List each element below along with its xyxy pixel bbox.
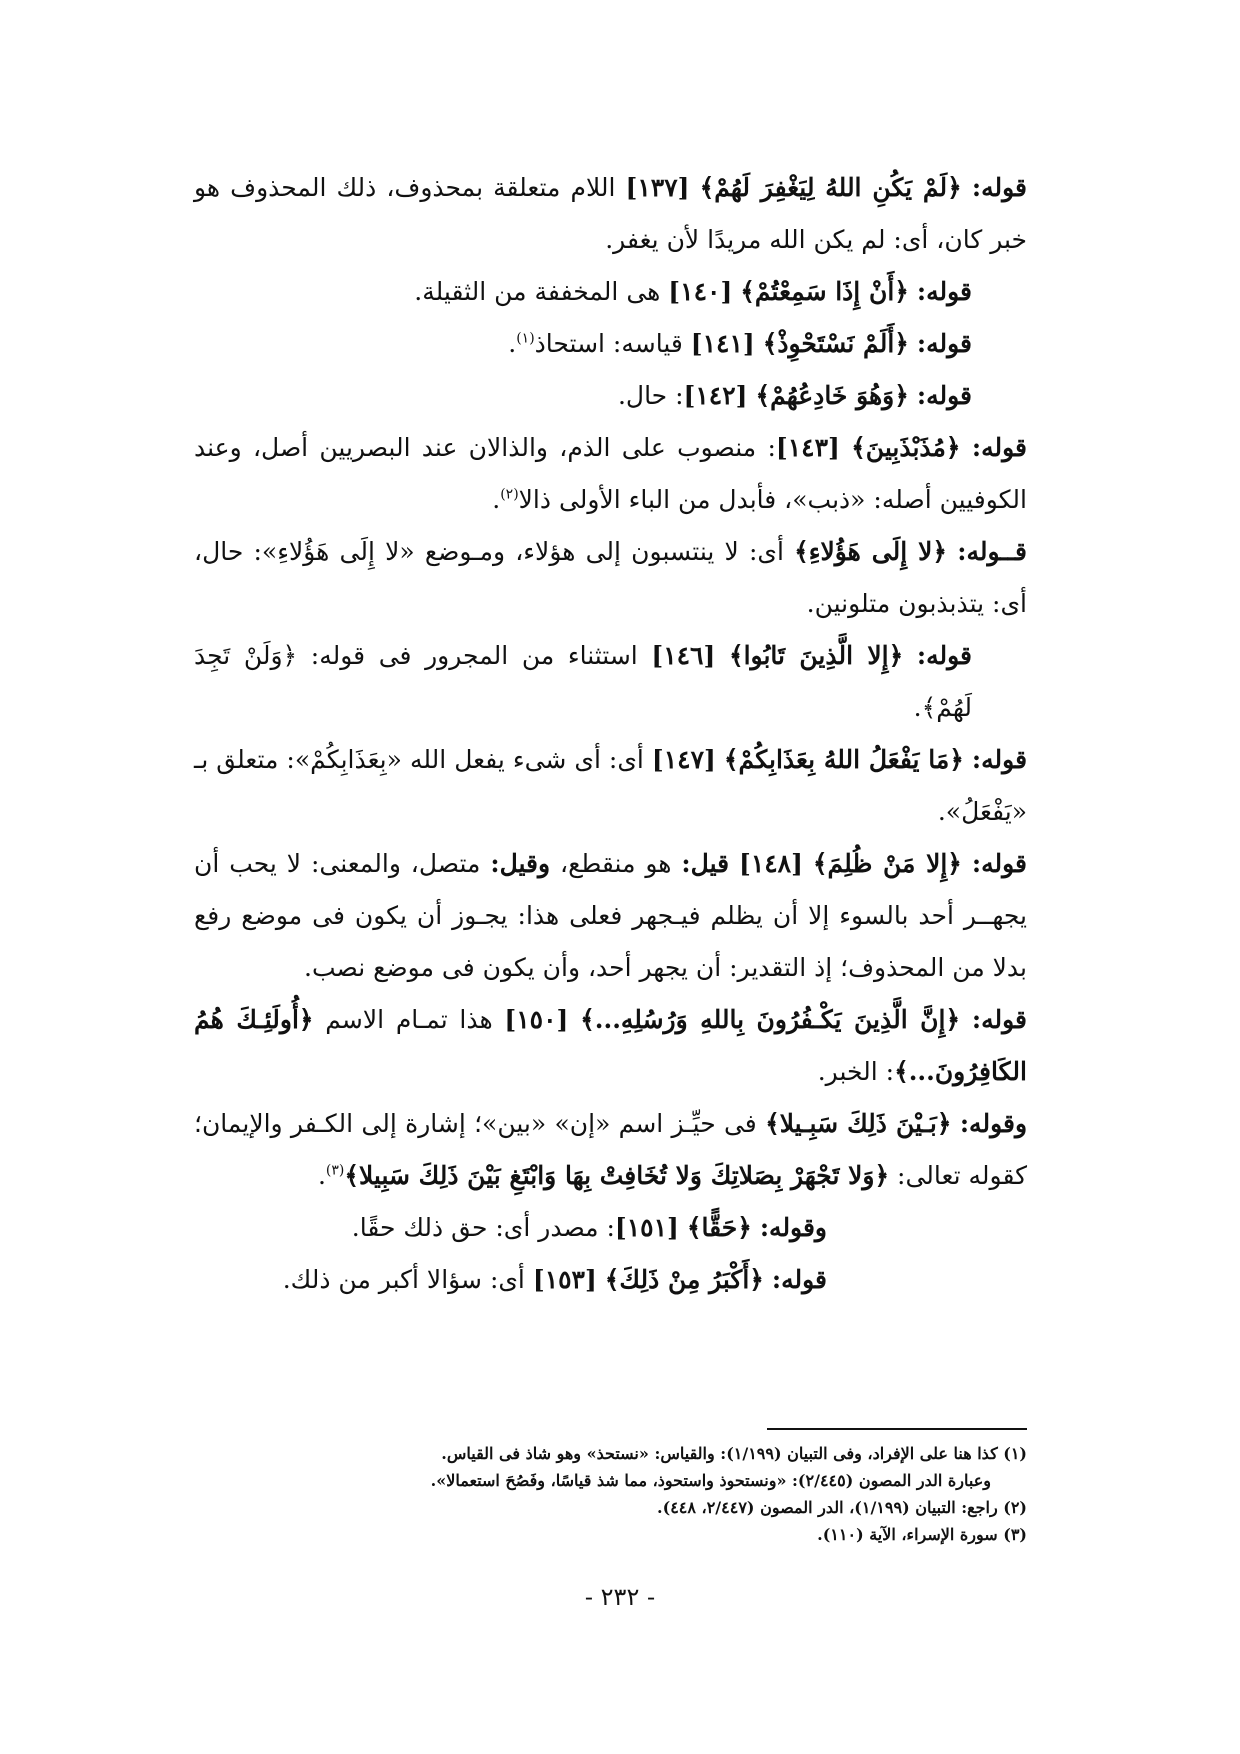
- quran-quote: ﴿إِنَّ الَّذِينَ يَكْـفُرُونَ بِاللهِ وَرُسُلِهِ...﴾: [580, 1005, 961, 1034]
- sentence-end: .: [508, 329, 517, 358]
- keyword-label: قوله:: [916, 381, 972, 410]
- main-text-block: [194, 162, 1027, 1306]
- quran-quote: ﴿حَقًّا﴾: [686, 1213, 752, 1242]
- keyword-label: قوله:: [916, 329, 972, 358]
- verse-number: [١٥١]: [614, 1213, 679, 1242]
- footnote-divider: [767, 1428, 1027, 1430]
- paragraph-bayna-dhalika: [194, 1098, 1027, 1202]
- commentary-text: هذا تمـام الاسم: [325, 1005, 493, 1034]
- paragraph-150: [194, 994, 1027, 1098]
- footnote-reference: (٣): [325, 1162, 345, 1179]
- commentary-text: : الخبر.: [817, 1057, 895, 1086]
- keyword-label: قوله:: [971, 745, 1028, 774]
- commentary-text: : حال.: [617, 381, 684, 410]
- commentary-text: : منصوب على الذم، والذالان عند البصريين أصل، وعند الكوفيين أصله: «ذبب»، فأبدل من الباء الأولى ذالا: [194, 433, 1027, 514]
- quran-quote: ﴿إِلا مَنْ ظُلِمَ﴾: [812, 849, 962, 878]
- paragraph-151: [194, 1202, 1027, 1254]
- commentary-text: استثناء من المجرور فى قوله: ﴿وَلَنْ تَجِدَ لَهُمْ﴾.: [194, 641, 972, 722]
- quran-quote: ﴿إِلا الَّذِينَ تَابُوا﴾: [728, 641, 904, 670]
- quran-quote: ﴿مُذَبْذَبِينَ﴾: [851, 433, 961, 462]
- commentary-text: اللام متعلقة بمحذوف، ذلك المحذوف هو خبر كان، أى: لم يكن الله مريدًا لأن يغفر.: [194, 173, 1027, 254]
- quran-quote: ﴿بَـيْنَ ذَلِكَ سَبِـيلا﴾: [765, 1109, 952, 1138]
- paragraph-141: [194, 318, 1027, 370]
- commentary-text: أى: سؤالا أكبر من ذلك.: [282, 1265, 525, 1294]
- keyword-label: وقوله:: [959, 1109, 1028, 1138]
- page-number: - ٢٣٢ -: [584, 1583, 656, 1611]
- verse-number: [١٤٠]: [668, 277, 733, 306]
- quran-quote: ﴿وَلا تَجْهَرْ بِصَلاتِكَ وَلا تُخَافِتْ بِهَا وَابْتَغِ بَيْنَ ذَلِكَ سَبِيلا﴾: [344, 1161, 890, 1190]
- quran-quote: ﴿أُولَئِـكَ هُمُ الكَافِرُونَ...﴾: [194, 1005, 1027, 1086]
- verse-number: [١٥٠]: [504, 1005, 569, 1034]
- verse-number: [١٤٨]: [738, 849, 803, 878]
- paragraph-140: [194, 266, 1027, 318]
- footnote-1-continuation: وعبارة الدر المصون (٢/٤٤٥): «ونستحوذ واستحوذ، مما شذ قياسًا، وفَصُحَ استعمالا».: [430, 1471, 991, 1490]
- keyword-label: وقوله:: [759, 1213, 827, 1242]
- keyword-label: قوله:: [971, 433, 1028, 462]
- sentence-end: .: [317, 1161, 326, 1190]
- quran-quote: ﴿مَا يَفْعَلُ اللهُ بِعَذَابِكُمْ﴾: [723, 745, 964, 774]
- keyword-label: قوله:: [971, 173, 1028, 202]
- paragraph-147: [194, 734, 1027, 838]
- verse-number: [١٤٣]: [775, 433, 840, 462]
- paragraph-146: [194, 630, 1027, 734]
- keyword-label: قوله:: [971, 849, 1028, 878]
- footnote-reference: (٢): [500, 486, 519, 503]
- commentary-text: : مصدر أى: حق ذلك حقًا.: [351, 1213, 615, 1242]
- opinion-label: وقيل:: [490, 849, 551, 878]
- footnote-3: (٣) سورة الإسراء، الآية (١١٠).: [817, 1525, 1027, 1544]
- verse-number: [١٣٧]: [625, 173, 690, 202]
- quran-quote: ﴿أَلَمْ نَسْتَحْوِذْ﴾: [762, 329, 909, 358]
- paragraph-142: [194, 370, 1027, 422]
- verse-number: [١٤٦]: [651, 641, 716, 670]
- commentary-text: متصل، والمعنى: لا يحب أن يجهــر أحد بالسوء إلا أن يظلم فيـجهر فعلى هذا: يجـوز أن يكون فى موضع رفع بدلا من المحذوف؛ إذ التقدير: أن يجهر أحد، وأن يكون فى موضع نصب.: [194, 849, 1027, 982]
- commentary-text: أى: لا ينتسبون إلى هؤلاء، ومـوضع «لا إِلَى هَؤُلاءِ»: حال، أى: يتذبذبون متلونين.: [194, 537, 1027, 618]
- keyword-label: قوله:: [916, 277, 972, 306]
- commentary-text: قياسه: استحاذ: [534, 329, 683, 358]
- footnotes-section: [194, 1440, 1027, 1548]
- paragraph-137: [194, 162, 1027, 266]
- verse-number: [١٤٢]: [683, 381, 748, 410]
- sentence-end: .: [492, 485, 501, 514]
- verse-number: [١٤٧]: [651, 745, 716, 774]
- keyword-label: قوله:: [971, 1005, 1028, 1034]
- paragraph-153: [194, 1254, 1027, 1306]
- keyword-label: قوله:: [916, 641, 972, 670]
- quran-quote: ﴿أَكْبَرُ مِنْ ذَلِكَ﴾: [604, 1265, 764, 1294]
- footnote-1: (١) كذا هنا على الإفراد، وفى التبيان (١/١٩٩): والقياس: «نستحذ» وهو شاذ فى القياس.: [441, 1444, 1027, 1463]
- keyword-label: قــوله:: [957, 537, 1027, 566]
- footnote-reference: (١): [516, 330, 535, 347]
- paragraph-148: [194, 838, 1027, 994]
- commentary-text: فى حيِّـز اسم «إن» «بين»؛ إشارة إلى الكـفر والإيمان؛ كقوله تعالى:: [194, 1109, 1027, 1190]
- quran-quote: ﴿أَنْ إِذَا سَمِعْتُمْ﴾: [740, 277, 909, 306]
- quran-quote: ﴿لَمْ يَكُنِ اللهُ لِيَغْفِرَ لَهُمْ﴾: [699, 173, 962, 202]
- verse-number: [١٥٣]: [532, 1265, 597, 1294]
- keyword-label: قوله:: [771, 1265, 827, 1294]
- quran-quote: ﴿وَهُوَ خَادِعُهُمْ﴾: [755, 381, 909, 410]
- commentary-text: هى المخففة من الثقيلة.: [414, 277, 661, 306]
- paragraph-la-ila-haulai: [194, 526, 1027, 630]
- verse-number: [١٤١]: [690, 329, 755, 358]
- footnote-2: (٢) راجع: التبيان (١/١٩٩)، الدر المصون (٢/٤٤٧، ٤٤٨).: [657, 1498, 1027, 1517]
- commentary-text: هو منقطع،: [560, 849, 672, 878]
- paragraph-143: [194, 422, 1027, 526]
- quran-quote: ﴿لا إِلَى هَؤُلاءِ﴾: [794, 537, 948, 566]
- opinion-label: قيل:: [681, 849, 730, 878]
- commentary-text: أى: أى شىء يفعل الله «بِعَذَابِكُمْ»: متعلق بـ «يَفْعَلُ».: [194, 745, 1027, 826]
